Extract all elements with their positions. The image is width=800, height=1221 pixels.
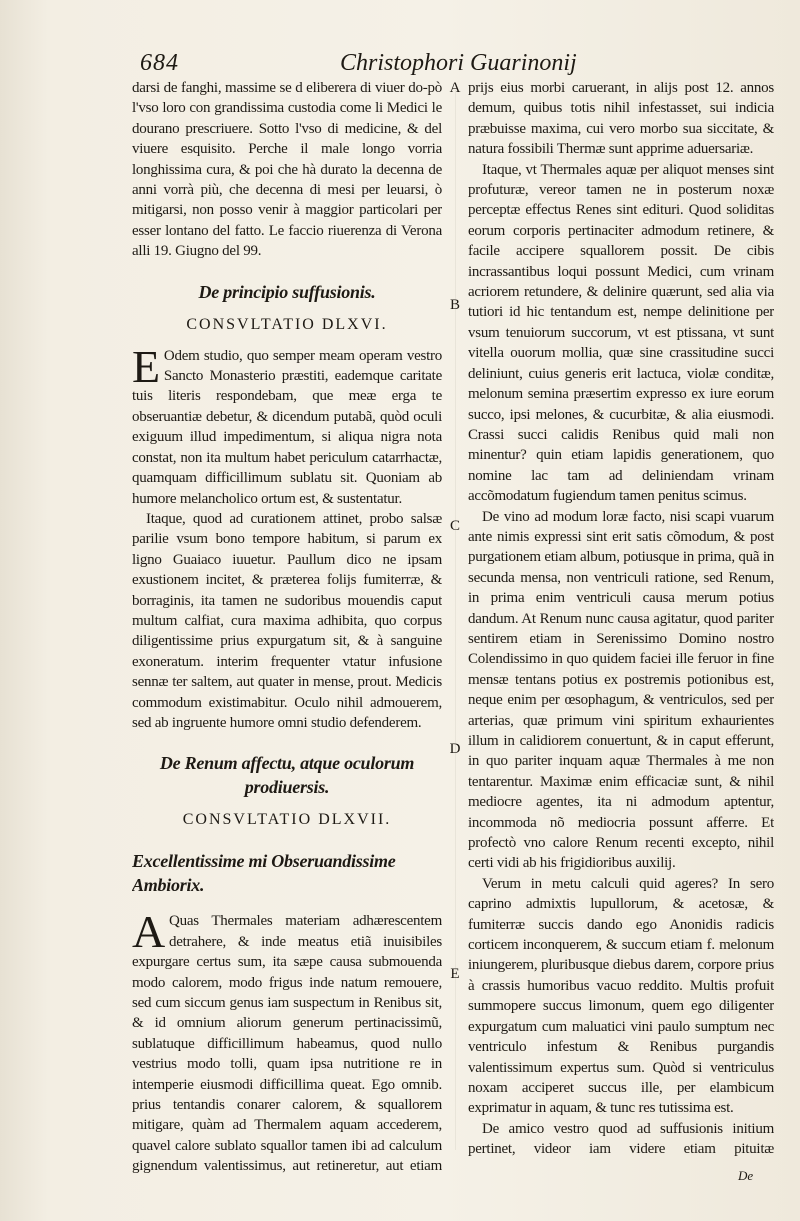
consultatio-heading-566: CONSVLTATIO DLXVI. — [186, 315, 388, 333]
right-paragraph-5: De amico vestro quod ad suffusionis initium pertinet, videor iam videre etiam pituitæ — [468, 1120, 774, 1158]
right-paragraph-2: Itaque, vt Thermales aquæ per aliquot menses sint profuturæ, vereor tamen ne in posterum noxæ perceptæ effectus Renes sint edituri. Quod soliditas eorum corporis pertinaciter admodum retinere, & facile accipere squallorem possit. De cibis incrassantibus loqui possunt Medici, cum vrinam acriorem retundere, & delinire quærunt, sed alia via tutiori id hic tentandum est, nempe delinitione per vsum tenuiorum succorum, vt est ptissana, vt sunt vitella ouorum mollia, quæ sine crassitudine succi deliniunt, cuius generis erit lactuca, violæ conditæ, melonum semina præsertim expresso ex iure eorum succo, ipsi melones, & cucurbitæ, & alia eiusmodi. Crassi succi calidis Renibus quid mali non minentur? quin etiam lapidis generationem, quo nomine lac tam ad deliniendam vrinam accõmodatum fugiendum tamen penitus scimus. — [468, 161, 774, 505]
right-paragraph-3: De vino ad modum loræ facto, nisi scapi vuarum ante nimis expressi sint erit satis cõmodum, & post purgationem etiam album, potiusque in prima, quã in secunda mensa, non ventriculi ratione, sed Renum, in prima enim ventriculi causa merum potius dandum. At Renum nunc causa agitatur, quod pariter sentirem etiam in Serenissimo Domino nostro Colendissimo in quo quidem faciei ille feruor in fine mensæ tentans potius ex postremis potionibus est, neque enim per œsophagum, & ventriculos, sed per arterias, quæ primum vini spiritum exhaurientes illum in calidiorem conuertunt, & in caput efferunt, in quo pariter inquam aquæ Thermales à me non tentarentur. Maximæ enim efficaciæ sunt, & nihil mediocre agentes, ita ni admodum aptentur, incommoda nõ mediocria possunt afferre. Et profectò vno calore Renum recenti excepto, nihil certi vidi ab his frigidioribus auxilij. — [468, 508, 774, 872]
salutation: Excellentissime mi Obseruandissime Ambiorix. — [132, 851, 396, 896]
drop-capital: A — [132, 906, 165, 958]
gutter-shadow — [455, 90, 456, 1150]
catchword: De — [738, 1168, 754, 1183]
drop-capital: E — [132, 340, 160, 392]
left-paragraph-4-text: Quas Thermales materiam adhærescentem detrahere, & inde meatus etiã inuisibiles expurgare certus sum, ita sæpe causa submouenda modo calorem, modo frigus inde natum remouere, sed cum siccum genus iam suspectum in Renibus sit, & id omnium aliorum generum pertinacissimũ, sublatuque difficillimum habeamus, quod nullo vestrius modo tolli, quam ipsa nutritione re in intemperie eiusmodi difficillima queat. Ego omnib. prius tentandis conarer calorem, & squallorem mitigare, quàm ad Thermalem aquam accederem, quavel calore sublato squallor tamen ibi ad calculum gignendum valentissimus, aut retineretur, aut etiam — [132, 913, 442, 1175]
page-number: 684 — [140, 50, 179, 76]
left-paragraph-2 — [132, 340, 442, 509]
margin-marker-e: E — [450, 966, 460, 982]
left-paragraph-1: darsi de fanghi, massime se d eliberera di viuer do-pò l'vso loro con grandissima custodia come li Medici le dourano prescriuere. Sotto l'vso di medicine, & del viuere esquisito. Perche il male longo vorria longhissima cura, & poi che hà durato la decenna de anni vorrà più, che decenna di mesi per leuarsi, ò mitigarsi, non posso venir à maggior particolari per esser lontano del fatto. Le faccio riuerenza di Verona alli 19. Giugno del 99. — [132, 80, 442, 260]
consultatio-heading-567: CONSVLTATIO DLXVII. — [182, 811, 392, 829]
left-column — [132, 78, 442, 1178]
section-title-renum: De Renum affectu, atque oculorum prodiuersis. — [159, 753, 415, 798]
left-paragraph-4 — [132, 906, 442, 1178]
margin-marker-b: B — [449, 297, 460, 313]
section-title-suffusionis: De principio suffusionis. — [198, 281, 376, 302]
page-header — [140, 50, 577, 80]
right-paragraph-1: prijs eius morbi caruerant, in alijs post 12. annos demum, quibus totis nihil infestasset, sui indicia præbuisse maxima, cui vero morbo sua siccitate, & natura fossibili Thermæ sunt apprime aduersariæ. — [468, 80, 774, 158]
right-column — [468, 78, 774, 1158]
margin-marker-c: C — [449, 518, 460, 534]
left-paragraph-2-text: Odem studio, quo semper meam operam vestro Sancto Monasterio præstiti, eademque caritate tuis literis respondebam, que meæ erga te obseruantiæ debetur, & dicendum putabã, quòd oculi exiguum illud impedimentum, si aliqua nigra nota constat, non ita multum habet periculum catarrhactæ, quamquam difficillimum sublatu sit. Quoniam ab humore melancholico ortum est, & sustentatur. — [132, 347, 442, 507]
right-paragraph-4: Verum in metu calculi quid ageres? In sero caprino admixtis lupullorum, & acetosæ, & fumiterræ succis dando ego Anonidis radicis corticem inconquerem, & succum etiam f. melonum iniungerem, pluribusque diebus darem, corpore prius à crassis humoribus vacuo reddito. Multis profuit summopere succus limonum, quem ego diligenter expurgatum cum maluatici vini paulo sumptum nec ventriculo infestum & Renibus purgandis valentissimum expertus sum. Quòd si ventriculus noxam acciperet succus ille, per elambicum exprimatur in aquam, & tunc res tutissima est. — [468, 875, 774, 1117]
margin-marker-d: D — [449, 741, 461, 757]
running-head: Christophori Guarinonij — [340, 50, 577, 76]
left-paragraph-3: Itaque, quod ad curationem attinet, probo salsæ parilie vsum bono tempore habitum, si parum ex ligno Guaiaco iuuetur. Paullum dico ne ipsam exustionem incitet, & præterea folijs fumiterræ, & borraginis, ita tamen ne sudoribus mouendis caput multum calfiat, cura maxima adhibita, quo corpus diligentissime prius expurgatum sit, & à sanguine exoneratum. interim frequenter vtatur infusione sennæ ter saltem, aut quater in mense, prout. Medicis commodum existimabitur. Oculo nihil admouerem, sed ab ingruente humore omni studio defenderem. — [132, 510, 442, 731]
margin-marker-a: A — [449, 80, 461, 96]
